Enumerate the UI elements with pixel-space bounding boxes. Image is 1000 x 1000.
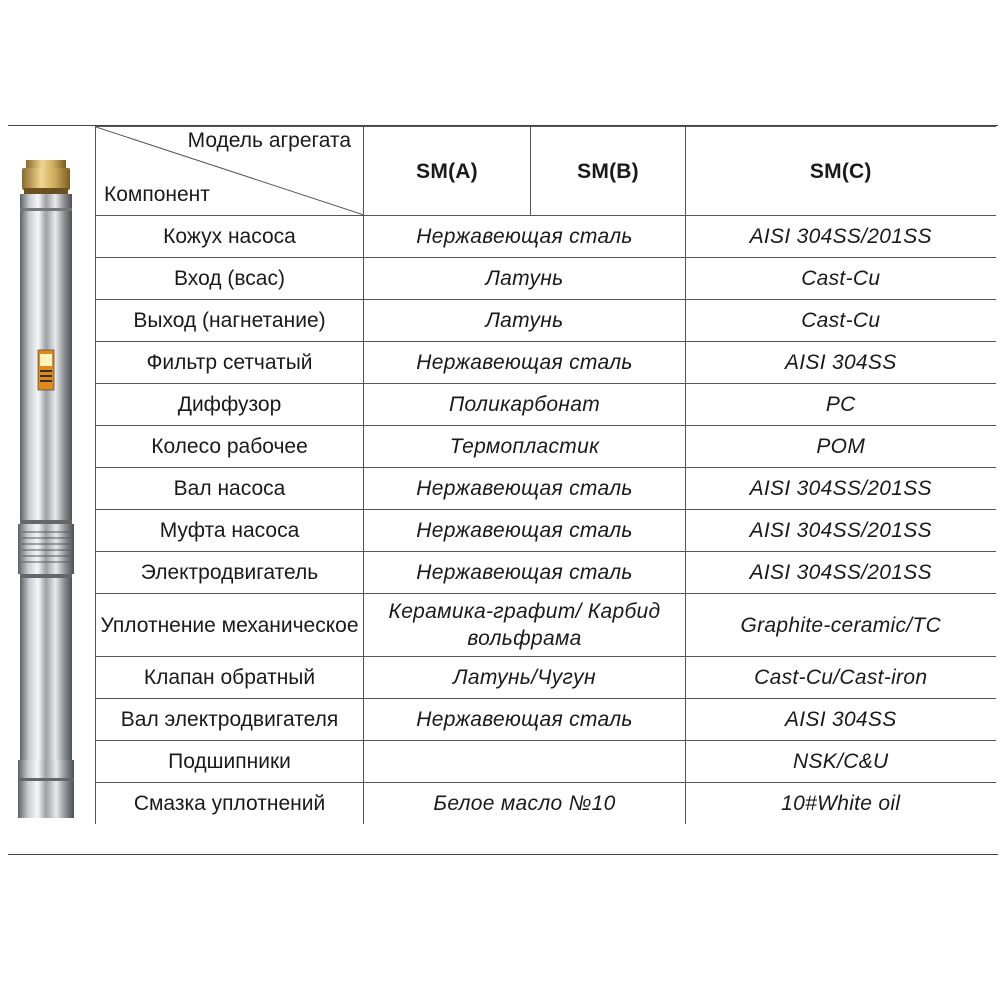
material-ab-cell: Нержавеющая сталь (364, 699, 686, 741)
material-ab-cell: Латунь (364, 258, 686, 300)
material-c-cell: AISI 304SS (686, 342, 996, 384)
material-ab-cell (364, 741, 686, 783)
material-ab-cell: Латунь/Чугун (364, 657, 686, 699)
component-cell: Вход (всас) (96, 258, 364, 300)
table-row (96, 594, 996, 657)
table-row (96, 657, 996, 699)
submersible-pump-image (12, 160, 80, 820)
material-c-cell: POM (686, 426, 996, 468)
component-cell: Выход (нагнетание) (96, 300, 364, 342)
material-ab-cell: Нержавеющая сталь (364, 552, 686, 594)
component-cell: Смазка уплотнений (96, 783, 364, 825)
material-c-cell: AISI 304SS (686, 699, 996, 741)
model-header-sm-c: SM(C) (686, 127, 996, 216)
material-c-cell: Cast-Cu/Cast-iron (686, 657, 996, 699)
material-ab-cell: Поликарбонат (364, 384, 686, 426)
material-c-cell: AISI 304SS/201SS (686, 552, 996, 594)
component-cell: Вал электродвигателя (96, 699, 364, 741)
material-ab-cell: Нержавеющая сталь (364, 468, 686, 510)
material-ab-cell: Керамика-графит/ Карбид вольфрама (364, 594, 686, 657)
component-cell: Колесо рабочее (96, 426, 364, 468)
component-label: Компонент (104, 183, 210, 206)
material-c-cell: AISI 304SS/201SS (686, 468, 996, 510)
component-cell: Электродвигатель (96, 552, 364, 594)
model-header-sm-a: SM(A) (364, 127, 531, 216)
material-c-cell: Cast-Cu (686, 258, 996, 300)
table-row (96, 216, 996, 258)
header-row (96, 127, 996, 216)
material-c-cell: AISI 304SS/201SS (686, 510, 996, 552)
table-row (96, 342, 996, 384)
component-cell: Диффузор (96, 384, 364, 426)
table-row (96, 741, 996, 783)
table-row (96, 699, 996, 741)
table-row (96, 258, 996, 300)
material-c-cell: AISI 304SS/201SS (686, 216, 996, 258)
material-ab-cell: Латунь (364, 300, 686, 342)
material-ab-cell: Нержавеющая сталь (364, 510, 686, 552)
table-row (96, 384, 996, 426)
table-row (96, 426, 996, 468)
material-c-cell: Cast-Cu (686, 300, 996, 342)
component-cell: Уплотнение механическое (96, 594, 364, 657)
material-c-cell: Graphite-ceramic/TC (686, 594, 996, 657)
model-label: Модель агрегата (187, 129, 351, 152)
table-bottom-rule (8, 854, 998, 855)
component-cell: Кожух насоса (96, 216, 364, 258)
table-row (96, 552, 996, 594)
material-ab-cell: Нержавеющая сталь (364, 342, 686, 384)
material-ab-cell: Термопластик (364, 426, 686, 468)
material-ab-cell: Нержавеющая сталь (364, 216, 686, 258)
table-row (96, 510, 996, 552)
component-cell: Муфта насоса (96, 510, 364, 552)
material-c-cell: NSK/C&U (686, 741, 996, 783)
component-cell: Вал насоса (96, 468, 364, 510)
table-row (96, 783, 996, 825)
materials-table (95, 126, 996, 824)
table-row (96, 300, 996, 342)
component-cell: Клапан обратный (96, 657, 364, 699)
material-c-cell: PC (686, 384, 996, 426)
component-cell: Фильтр сетчатый (96, 342, 364, 384)
table-row (96, 468, 996, 510)
component-cell: Подшипники (96, 741, 364, 783)
header-corner-cell (96, 127, 364, 216)
model-header-sm-b: SM(B) (531, 127, 686, 216)
material-c-cell: 10#White oil (686, 783, 996, 825)
material-ab-cell: Белое масло №10 (364, 783, 686, 825)
